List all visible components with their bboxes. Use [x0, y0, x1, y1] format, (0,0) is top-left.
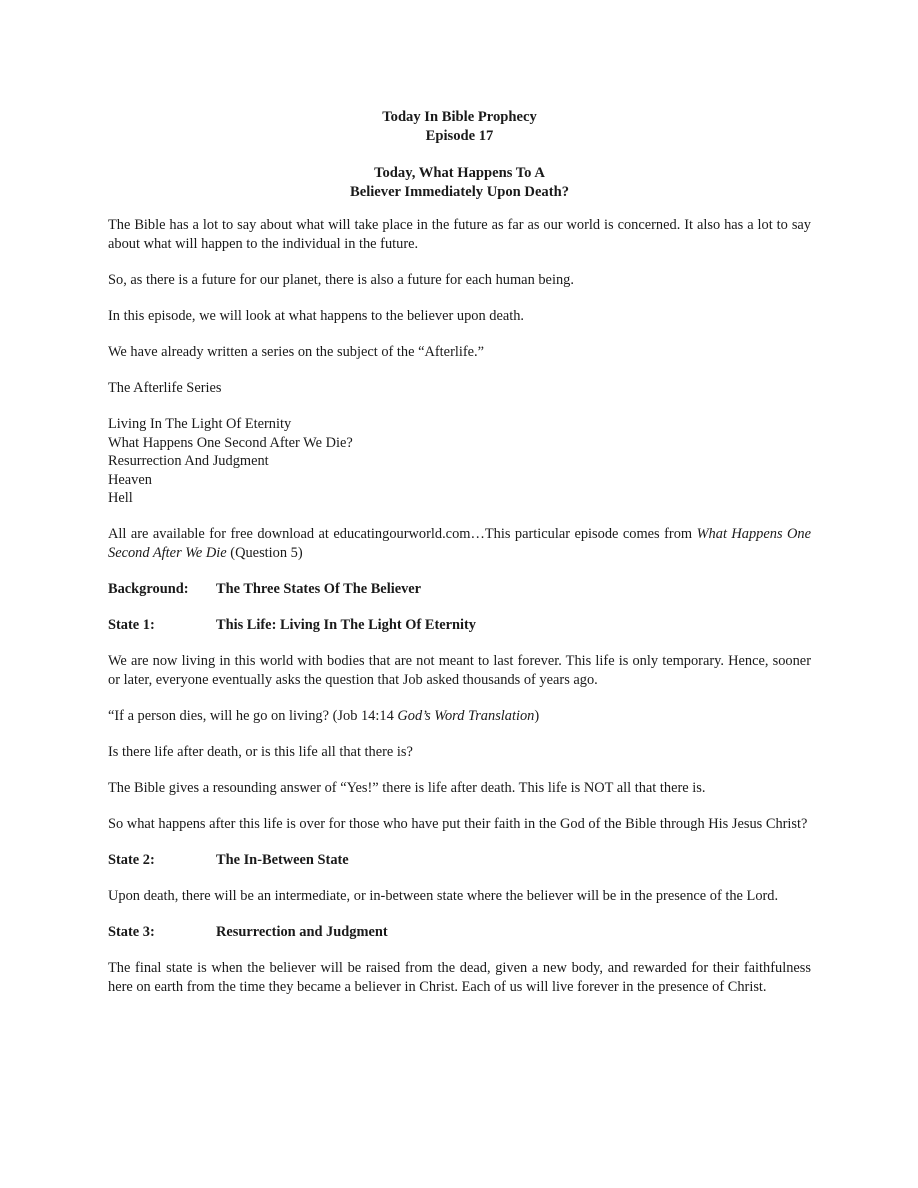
state-2-heading	[108, 851, 811, 870]
subtitle-line-2: Believer Immediately Upon Death?	[349, 184, 569, 200]
availability-text-after: (Question 5)	[226, 544, 303, 561]
state-2-paragraph-1: Upon death, there will be an intermediate, or in-between state where the believer will be in the presence of the Lord.	[108, 888, 779, 905]
background-title: The Three States Of The Believer	[216, 580, 422, 597]
series-title: The Afterlife Series	[108, 379, 222, 396]
series-list-item: Heaven	[108, 471, 152, 488]
state-1-heading	[108, 616, 811, 635]
document-subtitle	[108, 164, 811, 202]
title-line-2: Episode 17	[425, 128, 494, 144]
quote-text-after: )	[534, 707, 540, 724]
background-label: Background:	[108, 580, 189, 597]
availability-book-title: What Happens One Second After We Die	[108, 526, 811, 561]
series-list-item: What Happens One Second After We Die?	[108, 434, 353, 451]
state-2-title: The In-Between State	[216, 852, 349, 868]
quote-text-before: “If a person dies, will he go on living? (Job 14:14	[108, 707, 398, 724]
state-1-paragraph-3: The Bible gives a resounding answer of “Yes!” there is life after death. This life is NOT all that there is.	[108, 779, 706, 796]
state-1-paragraph-1: We are now living in this world with bodies that are not meant to last forever. This life is only temporary. Hence, sooner or later, everyone eventually asks the question that Job asked thousands of years ago.	[108, 652, 811, 688]
state-3-heading	[108, 923, 811, 942]
state-3-label: State 3:	[108, 924, 155, 941]
state-3-paragraph-1: The final state is when the believer will be raised from the dead, given a new body, and rewarded for their faithfulness here on earth from the time they became a believer in Christ. Each of us will live forever in the presence of Christ.	[108, 960, 811, 995]
series-list-item: Resurrection And Judgment	[108, 453, 269, 470]
state-1-paragraph-2: Is there life after death, or is this life all that there is?	[108, 743, 413, 760]
state-1-paragraph-4: So what happens after this life is over for those who have put their faith in the God of the Bible through His Jesus Christ?	[108, 815, 808, 832]
intro-paragraph-3: In this episode, we will look at what happens to the believer upon death.	[108, 307, 525, 324]
title-line-1: Today In Bible Prophecy	[382, 109, 537, 125]
state-1-title: This Life: Living In The Light Of Eternity	[216, 616, 477, 633]
state-1-quote	[108, 707, 811, 726]
background-heading	[108, 580, 811, 599]
state-2-label: State 2:	[108, 852, 155, 868]
series-list-item: Hell	[108, 490, 133, 507]
quote-translation: God’s Word Translation	[397, 707, 535, 724]
state-3-title: Resurrection and Judgment	[216, 924, 388, 941]
intro-paragraph-2: So, as there is a future for our planet, there is also a future for each human being.	[108, 271, 574, 288]
intro-paragraph-1: The Bible has a lot to say about what will take place in the future as far as our world is concerned. It also has a lot to say about what will happen to the individual in the future.	[108, 217, 811, 252]
intro-paragraph-4: We have already written a series on the subject of the “Afterlife.”	[108, 343, 485, 360]
document-body	[108, 108, 811, 1014]
series-list-item: Living In The Light Of Eternity	[108, 416, 292, 433]
series-list	[108, 415, 811, 508]
availability-paragraph	[108, 525, 811, 562]
subtitle-line-1: Today, What Happens To A	[374, 165, 545, 181]
state-1-label: State 1:	[108, 616, 155, 633]
document-title	[108, 108, 811, 146]
availability-text-before: All are available for free download at educatingourworld.com…This particular episode comes from	[108, 526, 697, 543]
